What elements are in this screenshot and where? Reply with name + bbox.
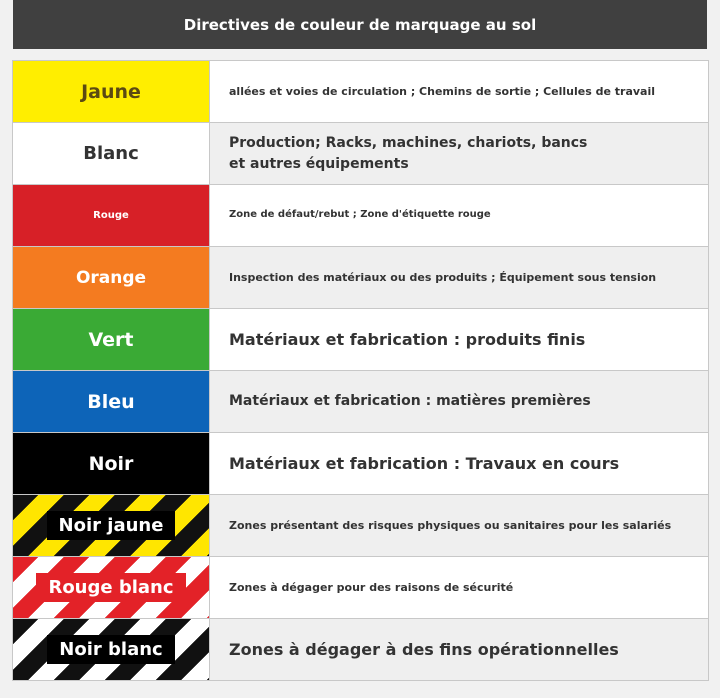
color-description: Zones à dégager à des fins opérationnelles: [209, 619, 708, 680]
color-description: Matériaux et fabrication : Travaux en cours: [209, 433, 708, 494]
color-swatch-rouge-blanc: [13, 557, 209, 618]
color-description: Zones présentant des risques physiques ou sanitaires pour les salariés: [209, 495, 708, 556]
table-row: [13, 309, 708, 371]
color-description: Zone de défaut/rebut ; Zone d'étiquette rouge: [209, 185, 708, 246]
color-swatch-orange: [13, 247, 209, 308]
color-description: [209, 123, 708, 184]
color-swatch-rouge: [13, 185, 209, 246]
color-label: Rouge: [93, 210, 129, 221]
color-swatch-noir-jaune: [13, 495, 209, 556]
color-description: Zones à dégager pour des raisons de sécurité: [209, 557, 708, 618]
color-swatch-noir-blanc: [13, 619, 209, 680]
color-swatch-jaune: [13, 61, 209, 122]
color-description: Matériaux et fabrication : matières premières: [209, 371, 708, 432]
color-description-text: Production; Racks, machines, chariots, bancs et autres équipements: [229, 135, 588, 172]
table-row: [13, 247, 708, 309]
color-swatch-bleu: [13, 371, 209, 432]
color-label: Vert: [88, 328, 134, 351]
color-description: allées et voies de circulation ; Chemins de sortie ; Cellules de travail: [209, 61, 708, 122]
color-swatch-noir: [13, 433, 209, 494]
color-label: Orange: [75, 267, 147, 288]
color-label: Rouge blanc: [36, 573, 185, 602]
color-description: Matériaux et fabrication : produits finis: [209, 309, 708, 370]
table-row: [13, 61, 708, 123]
table-row: [13, 371, 708, 433]
table-row: [13, 495, 708, 557]
color-description: Inspection des matériaux ou des produits ; Équipement sous tension: [209, 247, 708, 308]
color-label: Noir: [88, 452, 134, 475]
color-guidelines-table: [12, 60, 709, 681]
table-row: [13, 557, 708, 619]
color-label: Noir blanc: [47, 635, 174, 664]
color-label: Noir jaune: [47, 511, 176, 540]
table-row: [13, 123, 708, 185]
table-row: [13, 433, 708, 495]
page-title: Directives de couleur de marquage au sol: [13, 0, 707, 49]
color-label: Jaune: [81, 80, 141, 103]
color-swatch-blanc: [13, 123, 209, 184]
color-label: Blanc: [83, 143, 139, 164]
table-row: [13, 619, 708, 680]
color-swatch-vert: [13, 309, 209, 370]
color-label: Bleu: [87, 390, 135, 413]
table-row: [13, 185, 708, 247]
